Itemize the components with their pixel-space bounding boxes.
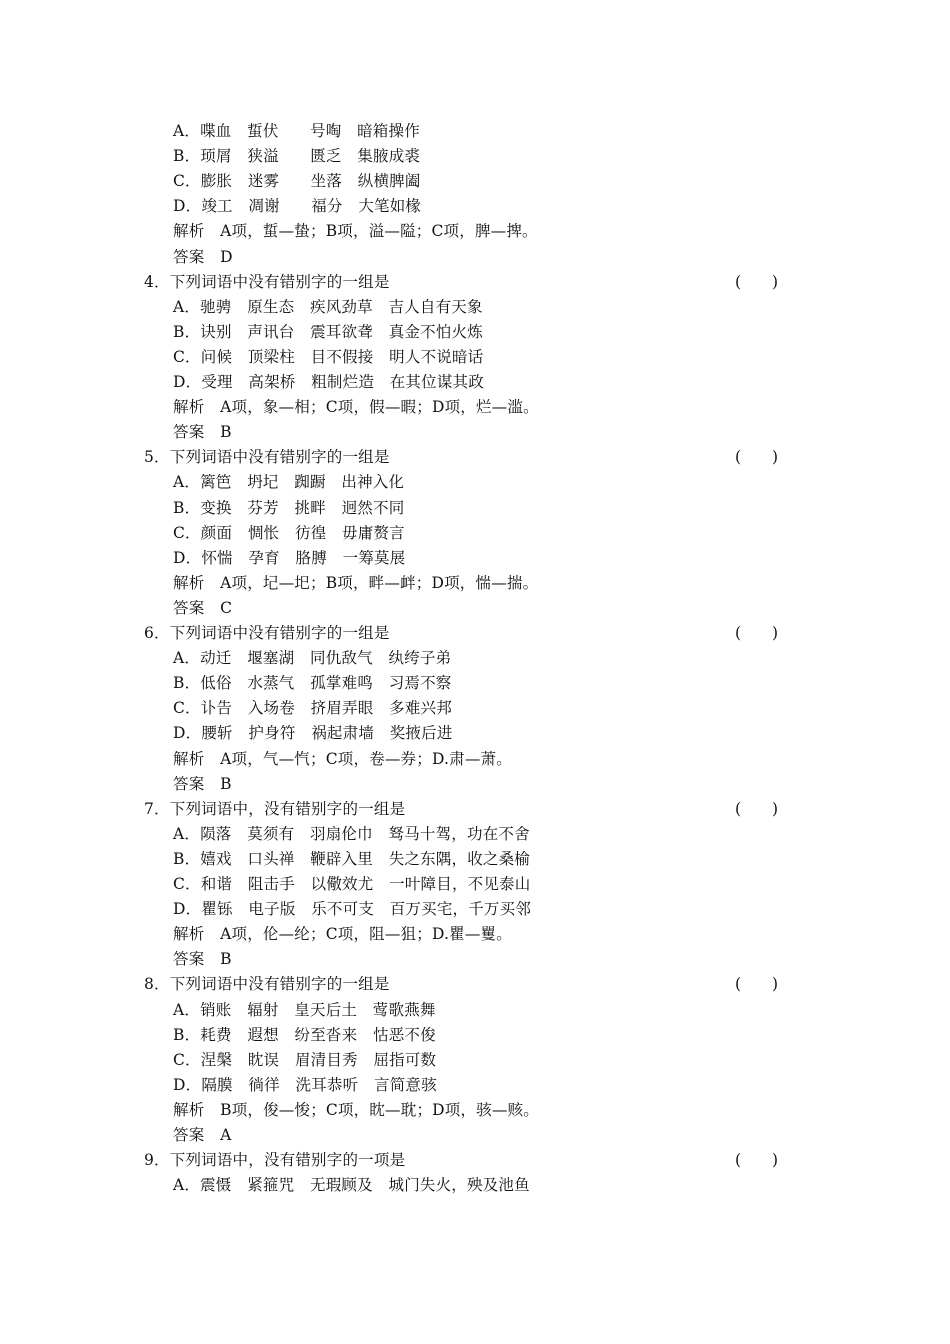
text-line: 解析 A项，圮—圯；B项，畔—衅；D项，惴—揣。	[173, 574, 539, 592]
text-line: C．讣告 入场卷 挤眉弄眼 多难兴邦	[173, 699, 452, 717]
text-line: A．喋血 蜇伏 号啕 暗箱操作	[173, 122, 420, 140]
text-line: C．颜面 惆怅 彷徨 毋庸赘言	[173, 524, 405, 542]
text-line: D．受理 高架桥 粗制烂造 在其位谋其政	[173, 373, 484, 391]
text-line: D．隔膜 徜徉 洗耳恭听 言简意骇	[173, 1076, 437, 1094]
answer-bracket: ( )	[735, 800, 779, 818]
text-line: A．驰骋 原生态 疾风劲草 吉人自有天象	[173, 298, 483, 316]
question-stem: 7．下列词语中，没有错别字的一组是	[144, 800, 406, 818]
text-line: D．竣工 凋谢 福分 大笔如椽	[173, 197, 422, 215]
text-line: D．瞿铄 电子版 乐不可支 百万买宅，千万买邻	[173, 900, 532, 918]
text-line: C．问候 顶梁柱 目不假接 明人不说暗话	[173, 348, 484, 366]
question-stem: 6．下列词语中没有错别字的一组是	[144, 624, 390, 642]
answer-bracket: ( )	[735, 624, 779, 642]
text-line: 答案 D	[173, 248, 233, 266]
text-line: 答案 B	[173, 423, 232, 441]
question-stem: 8．下列词语中没有错别字的一组是	[144, 975, 390, 993]
answer-bracket: ( )	[735, 1151, 779, 1169]
text-line: B．诀别 声讯台 震耳欲聋 真金不怕火炼	[173, 323, 483, 341]
answer-bracket: ( )	[735, 273, 779, 291]
text-line: 解析 A项，伦—纶；C项，阻—狙；D.瞿—矍。	[173, 925, 512, 943]
text-line: 答案 B	[173, 950, 232, 968]
text-line: 解析 A项，气—忾；C项，卷—券；D.肃—萧。	[173, 750, 512, 768]
answer-bracket: ( )	[735, 975, 779, 993]
text-line: B．顼屑 狭溢 匮乏 集腋成裘	[173, 147, 421, 165]
text-line: A．陨落 莫须有 羽扇伦巾 驽马十驾，功在不舍	[173, 825, 530, 843]
text-line: B．嬉戏 口头禅 鞭辟入里 失之东隅，收之桑榆	[173, 850, 530, 868]
text-line: C．膨胀 迷雾 坐落 纵横脾阖	[173, 172, 421, 190]
text-line: D．怀惴 孕育 胳膊 一筹莫展	[173, 549, 406, 567]
text-line: C．涅槃 眈误 眉清目秀 屈指可数	[173, 1051, 437, 1069]
text-line: 答案 C	[173, 599, 233, 617]
text-line: A．动迁 堰塞湖 同仇敌气 纨绔子弟	[173, 649, 452, 667]
question-stem: 4．下列词语中没有错别字的一组是	[144, 273, 390, 291]
text-line: A．销账 辐射 皇天后土 莺歌燕舞	[173, 1001, 436, 1019]
question-stem: 9．下列词语中，没有错别字的一项是	[144, 1151, 406, 1169]
text-line: A．篱笆 坍圮 踟蹰 出神入化	[173, 473, 405, 491]
text-line: 解析 A项，象—相；C项，假—暇；D项，烂—滥。	[173, 398, 539, 416]
text-line: 解析 A项，蜇—蛰；B项，溢—隘；C项，脾—捭。	[173, 222, 538, 240]
text-line: 答案 A	[173, 1126, 232, 1144]
text-line: 解析 B项，俊—悛；C项，眈—耽；D项，骇—赅。	[173, 1101, 539, 1119]
answer-bracket: ( )	[735, 448, 779, 466]
text-line: A．震慑 紧箍咒 无瑕顾及 城门失火，殃及池鱼	[173, 1176, 530, 1194]
text-line: 答案 B	[173, 775, 232, 793]
text-line: B．低俗 水蒸气 孤掌难鸣 习焉不察	[173, 674, 452, 692]
text-line: D．腰斩 护身符 祸起肃墙 奖掖后进	[173, 724, 453, 742]
text-line: B．耗费 遐想 纷至沓来 怙恶不俊	[173, 1026, 436, 1044]
text-line: C．和谐 阻击手 以儆效尤 一叶障目，不见泰山	[173, 875, 531, 893]
text-line: B．变换 芬芳 挑畔 迥然不同	[173, 499, 405, 517]
question-stem: 5．下列词语中没有错别字的一组是	[144, 448, 390, 466]
